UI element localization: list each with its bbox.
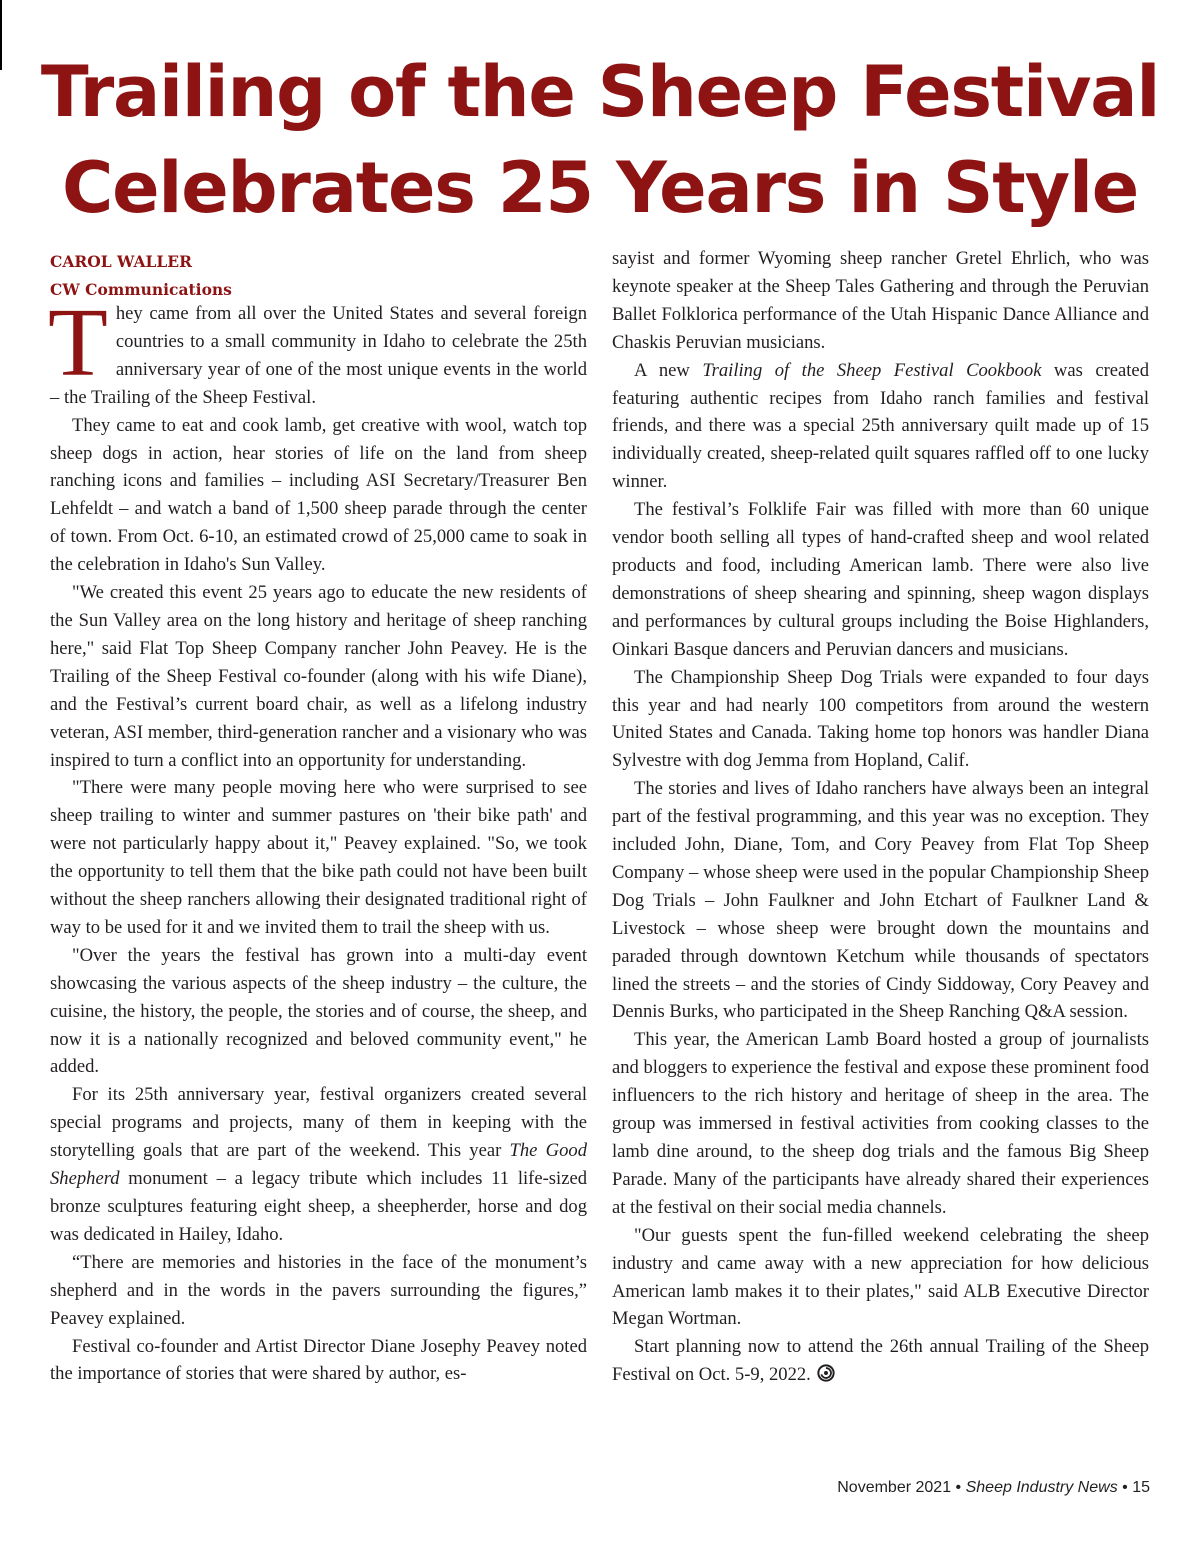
paragraph: “There are memories and histories in the face of the monument’s shepherd and in the words in the pavers surrounding the figures,” Peavey explained.	[50, 1251, 587, 1329]
drop-cap: T	[48, 289, 108, 397]
paragraph	[612, 1333, 1149, 1389]
paragraph	[612, 357, 1149, 497]
paragraph-text: Start planning now to attend the 26th annual Trailing of the Sheep Festival on Oct. 5-9, 2022.	[612, 1336, 1149, 1386]
paragraph	[50, 1081, 587, 1248]
paragraph-text: For its 25th anniversary year, festival organizers created several special programs and projects, many of them in keeping with the storytelling goals that are part of the weekend. This year	[50, 1084, 587, 1162]
paragraph: Festival co-founder and Artist Director Diane Josephy Peavey noted the importance of stories that were shared by author, es-	[50, 1335, 587, 1385]
right-column	[612, 245, 1149, 1389]
paragraph-text: monument – a legacy tribute which includes 11 life-sized bronze sculptures featuring eight sheep, a sheepherder, horse and dog was dedicated in Hailey, Idaho.	[50, 1168, 587, 1245]
paragraph: The festival’s Folklife Fair was filled with more than 60 unique vendor booth selling all types of hand-crafted sheep and wool related products and food, including American lamb. There were also live demonstrations of sheep shearing and spinning, sheep wagon displays and performances by cultural groups including the Boise Highlanders, Oinkari Basque dancers and Peruvian dancers and musicians.	[612, 499, 1149, 660]
footer-separator: •	[1122, 1479, 1128, 1496]
page-footer	[837, 1479, 1150, 1497]
monument-title: The Good Shepherd	[50, 1140, 588, 1190]
title-line-1: Trailing of the Sheep Festival	[40, 51, 1160, 133]
end-of-article-icon	[817, 1364, 835, 1382]
paragraph: The stories and lives of Idaho ranchers have always been an integral part of the festival programming, and this year was no exception. They included John, Diane, Tom, and Cory Peavey from Flat Top Sheep Company – whose sheep were used in the popular Championship Sheep Dog Trials – John Faulkner and John Etchart of Faulkner Land & Livestock – whose sheep were brought down the mountains and paraded through downtown Ketchum while thousands of spectators lined the streets – and the stories of Cindy Siddoway, Cory Peavey and Dennis Burks, who participated in the Sheep Ranching Q&A session.	[612, 778, 1149, 1023]
paragraph-text: was created featuring authentic recipes from Idaho ranch families and festival friends, and there was a special 25th anniversary quilt made up of 15 individually created, sheep-related quilt squares raffled off to one lucky winner.	[612, 359, 1149, 493]
paragraph: This year, the American Lamb Board hosted a group of journalists and bloggers to experience the festival and expose these prominent food influencers to the rich history and heritage of sheep in the area. The group was immersed in festival activities from cooking classes to the lamb dine around, to the sheep dog trials and the famous Big Sheep Parade. Many of the participants have already shared their experiences at the festival on their social media channels.	[612, 1029, 1149, 1218]
paragraph: "We created this event 25 years ago to educate the new residents of the Sun Valley area on the long history and heritage of sheep ranching here," said Flat Top Sheep Company rancher John Peavey. He is the Trailing of the Sheep Festival co-founder (along with his wife Diane), and the Festival’s current board chair, as well as a lifelong industry veteran, ASI member, third-generation rancher and a visionary who was inspired to turn a conflict into an opportunity for understanding.	[50, 582, 587, 771]
page-edge-rule	[0, 0, 2, 70]
paragraph: sayist and former Wyoming sheep rancher Gretel Ehrlich, who was keynote speaker at the Sheep Tales Gathering and through the Peruvian Ballet Folklorica performance of the Utah Hispanic Dance Alliance and Chaskis Peruvian musicians.	[612, 248, 1149, 353]
title-line-2: Celebrates 25 Years in Style	[61, 147, 1139, 229]
paragraph: The Championship Sheep Dog Trials were expanded to four days this year and had nearly 100 competitors from around the western United States and Canada. Taking home top honors was handler Diana Sylvestre with dog Jemma from Hopland, Calif.	[612, 666, 1149, 772]
paragraph-text: hey came from all over the United States and several foreign countries to a small community in Idaho to celebrate the 25th anniversary year of one of the most unique events in the world – the Trailing of the Sheep Festival.	[50, 303, 587, 408]
article-title	[20, 44, 1180, 236]
footer-separator: •	[955, 1479, 962, 1496]
paragraph: "Our guests spent the fun-filled weekend celebrating the sheep industry and came away with a new appreciation for how delicious American lamb makes it to their plates," said ALB Executive Director Megan Wortman.	[612, 1224, 1149, 1330]
cookbook-title: Trailing of the Sheep Festival Cookbook	[702, 359, 1042, 381]
author-name: CAROL WALLER	[50, 252, 192, 271]
paragraph-text: A new	[634, 359, 703, 381]
author-affiliation: CW Communications	[50, 279, 232, 299]
paragraph: "Over the years the festival has grown into a multi-day event showcasing the various aspects of the sheep industry – the culture, the cuisine, the history, the people, the stories and of course, the sheep, and now it is a nationally recognized and beloved community event," he added.	[50, 944, 587, 1078]
publication-name: Sheep Industry News	[965, 1479, 1118, 1496]
paragraph: They came to eat and cook lamb, get creative with wool, watch top sheep dogs in action, hear stories of life on the land from sheep ranching icons and families – including ASI Secretary/Treasurer Ben Lehfeldt – and watch a band of 1,500 sheep parade through the center of town. From Oct. 6-10, an estimated crowd of 25,000 came to soak in the celebration in Idaho's Sun Valley.	[50, 414, 587, 576]
paragraph: "There were many people moving here who were surprised to see sheep trailing to winter and summer pastures on 'their bike path' and were not particularly happy about it," Peavey explained. "So, we took the opportunity to tell them that the bike path could not have been built without the sheep ranchers allowing their designated traditional right of way to be used for it and we invited them to trail the sheep with us.	[50, 777, 587, 938]
page-number: 15	[1132, 1479, 1150, 1496]
issue-date: November 2021	[837, 1479, 952, 1496]
